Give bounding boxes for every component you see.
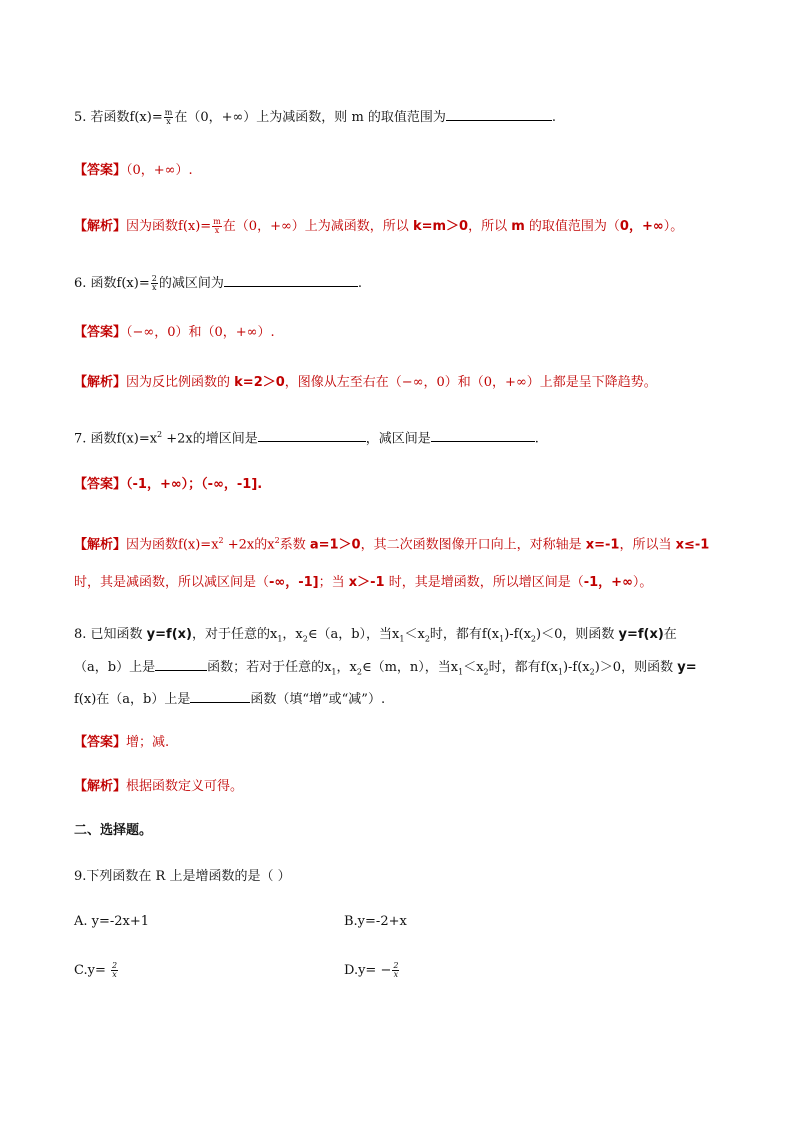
q8-stem-line1: 8. 已知函数 y=f(x)，对于任意的$x_1$，$x_2\in(a$，b），当$x_1<x_2$时，都有$f(x_1)-f(x_2)<0$，则函数 y=f(x)在 (74, 627, 677, 644)
q6-stem: 6. 函数f(x)= $\frac{2}{x}$ 的减区间为 . (74, 274, 362, 292)
q5-exp-fraction: $\frac{m}{x}$ (213, 217, 221, 235)
q5-answer: 【答案】（0，+∞）. (74, 163, 193, 178)
answer-blank[interactable] (155, 658, 207, 671)
section-heading: 二、选择题。 (74, 823, 153, 838)
answer-blank[interactable] (258, 429, 366, 442)
q5-fraction: $\frac{m}{x}$ (164, 108, 173, 126)
q9-d-fraction: $\frac{2}{x}$ (393, 961, 399, 979)
q6-explanation: 【解析】因为反比例函数的 k=2＞0，图像从左至右在（−∞，0）和（0，+∞）上都是呈下降趋势。 (74, 375, 657, 390)
q9-stem: 9.下列函数在 R 上是增函数的是（ ） (74, 869, 291, 884)
q9-option-b[interactable]: B.y=-2+x (344, 914, 407, 929)
q6-answer: 【答案】（−∞，0）和（0，+∞）. (74, 325, 275, 340)
q8-stem-line2: （a，b）上是 函数；若对于任意的$x_1$，$x_2\in(m$，n），当$x_1<x_2$时，都有$f(x_1)-f(x_2)>0$，则函数 y= (74, 660, 697, 677)
answer-blank[interactable] (431, 429, 535, 442)
q7-explanation-line2: 时，其是减函数，所以减区间是（-∞，-1]；当 x＞-1 时，其是增函数，所以增区间是（-1，+∞）。 (74, 575, 653, 590)
q9-option-a[interactable]: A. y=-2x+1 (74, 914, 150, 929)
q9-option-c[interactable]: C.y= $\frac{2}{x}$ (74, 961, 118, 979)
q7-explanation-line1: 【解析】因为函数$f(x)=x^2 +2x$的$x^2$系数 a=1＞0，其二次函数图像开口向上，对称轴是 x=-1，所以当 x≤-1 (74, 536, 710, 553)
q7-stem: 7. 函数$f(x)=x^2 +2x$的增区间是 ，减区间是 . (74, 430, 539, 447)
q9-option-d[interactable]: D.y= − $\frac{2}{x}$ (344, 961, 399, 979)
q8-stem-line3: f(x)在（a，b）上是 函数（填“增”或“减”）. (74, 692, 386, 707)
answer-blank[interactable] (190, 690, 250, 703)
answer-blank[interactable] (224, 274, 358, 287)
q7-answer: 【答案】（-1，+∞）；（-∞，-1]. (74, 477, 263, 492)
q5-stem: 5. 若函数f(x)= $\frac{m}{x}$ 在（0，+∞）上为减函数，则 m 的取值范围为 . (74, 108, 557, 126)
q8-answer: 【答案】增；减. (74, 735, 170, 750)
q9-c-fraction: $\frac{2}{x}$ (112, 961, 118, 979)
q6-fraction: $\frac{2}{x}$ (151, 274, 157, 292)
q5-explanation: 【解析】因为函数f(x)= $\frac{m}{x}$ 在（0，+∞）上为减函数，所以 k=m＞0，所以 m 的取值范围为（0，+∞）。 (74, 217, 684, 235)
answer-blank[interactable] (446, 108, 552, 121)
q8-explanation: 【解析】根据函数定义可得。 (74, 779, 244, 794)
